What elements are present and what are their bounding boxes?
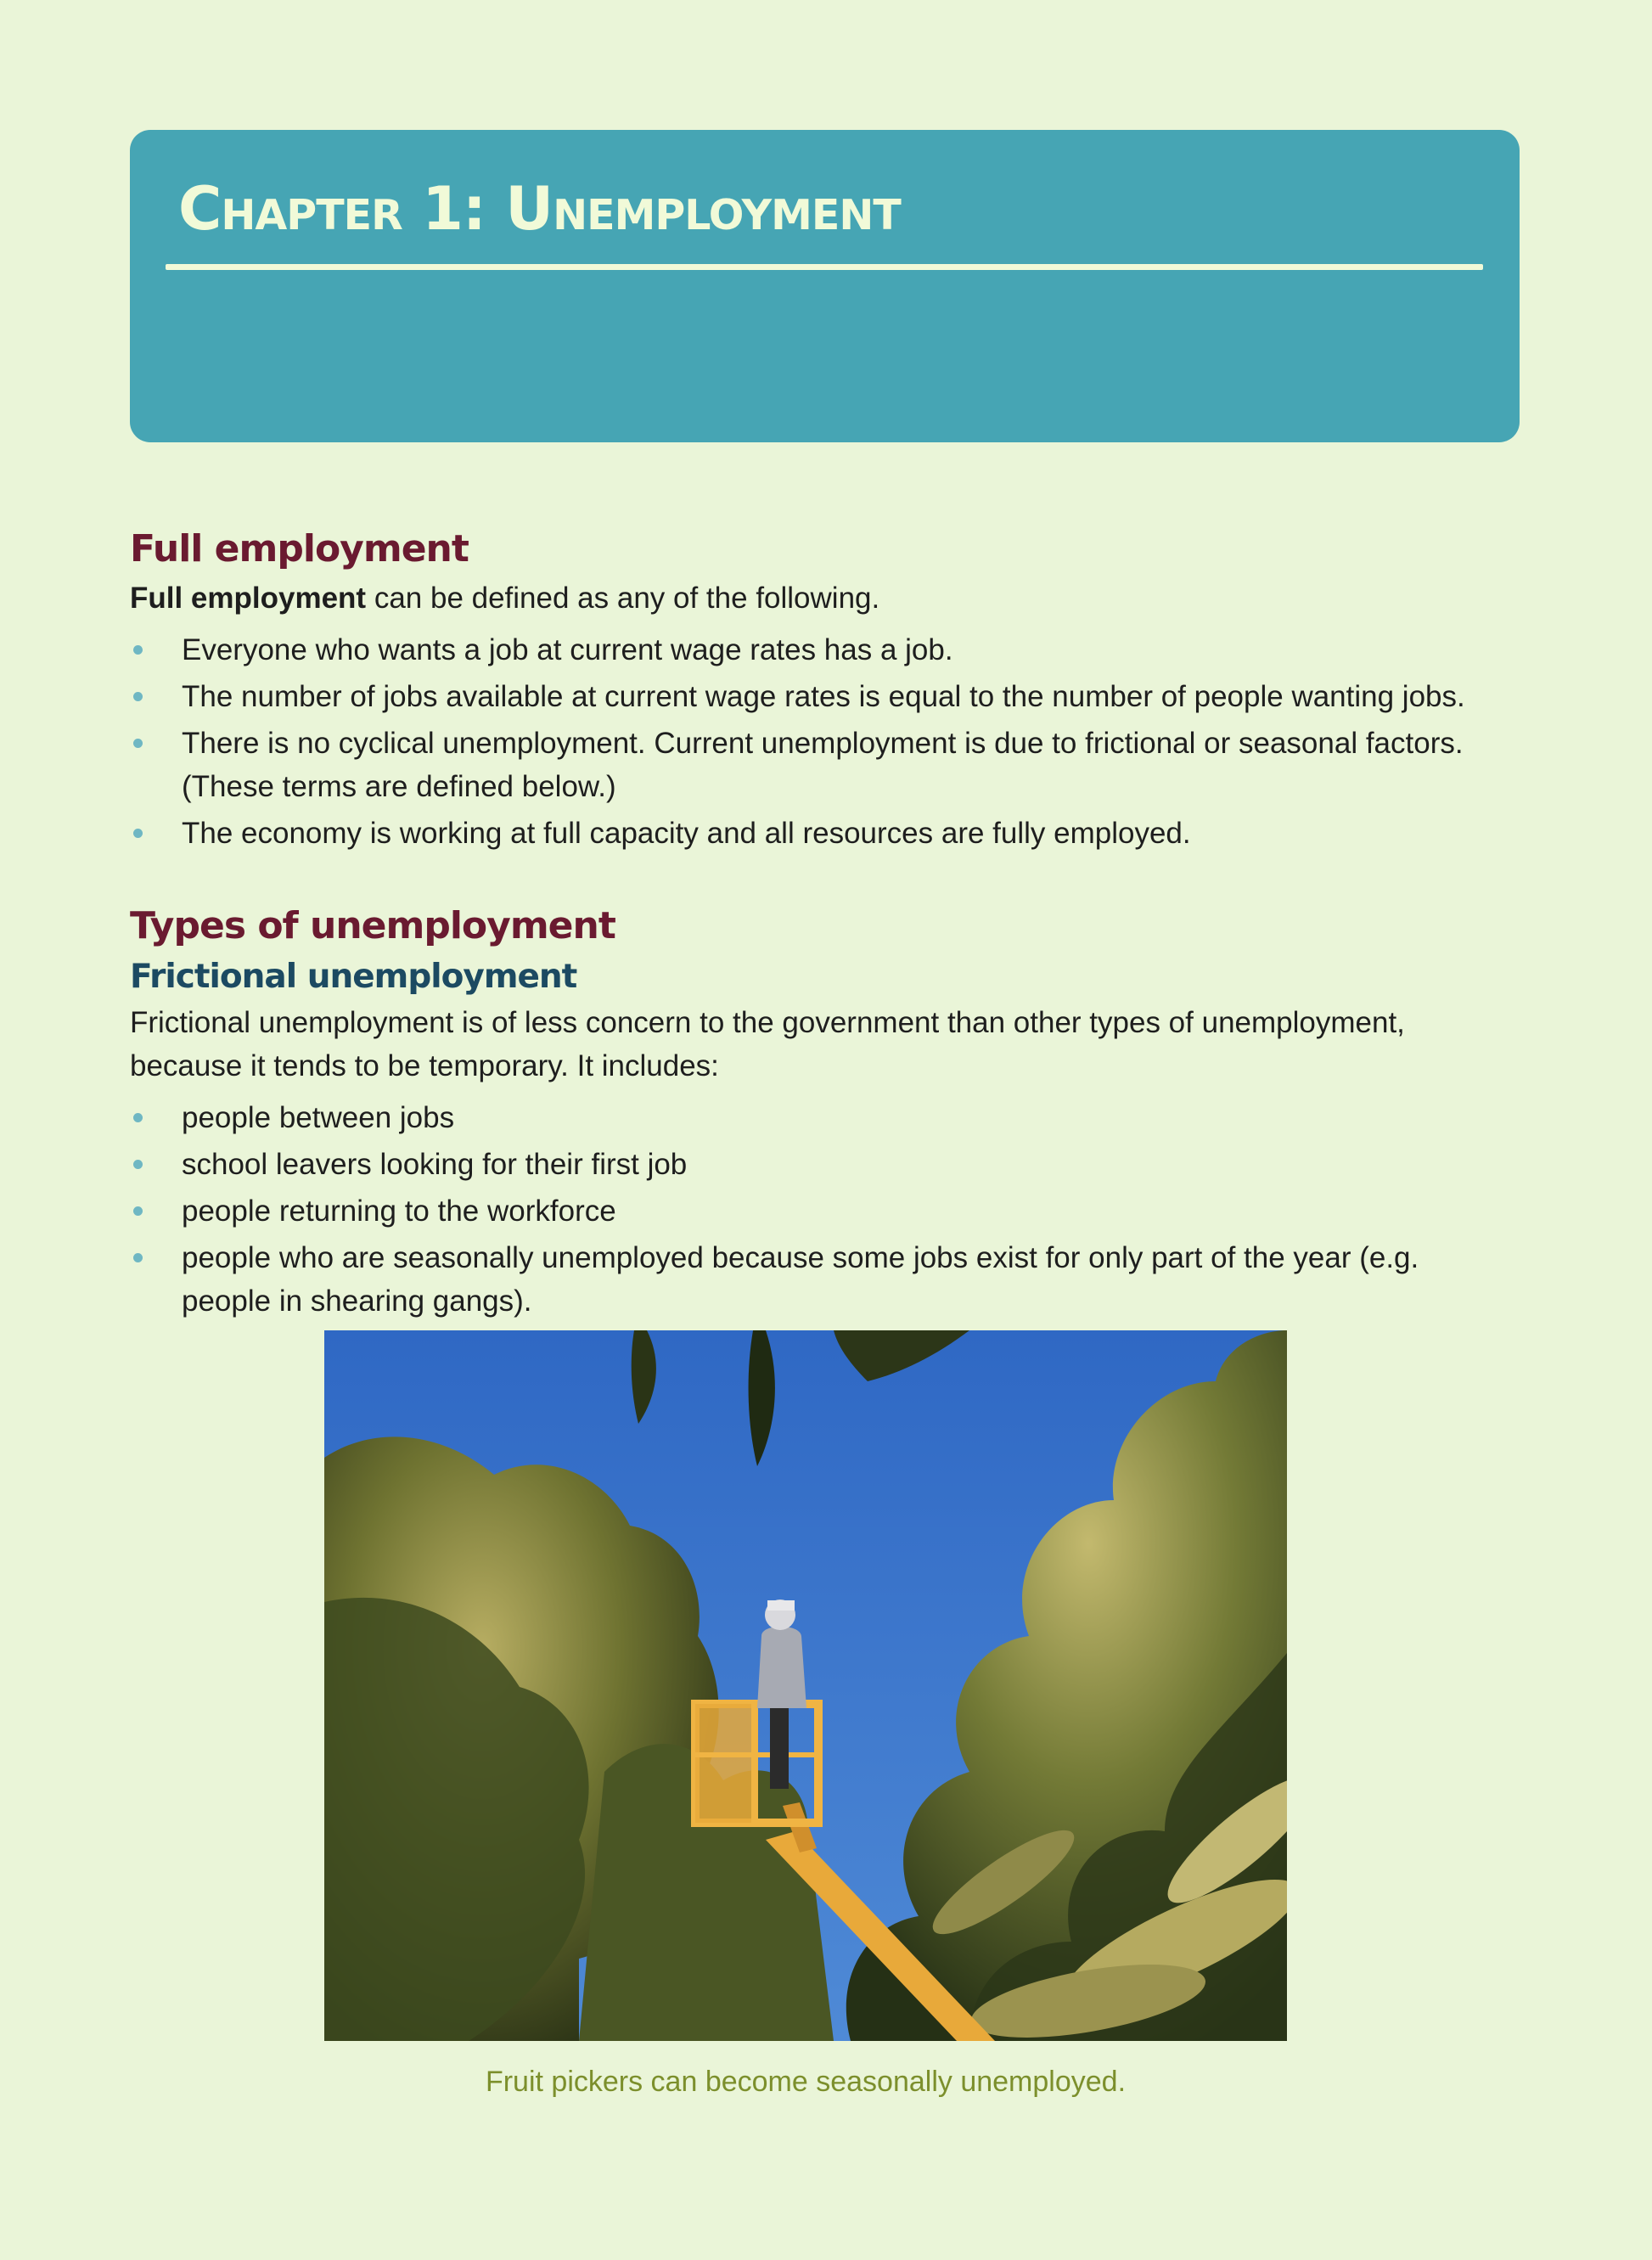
worker-legs bbox=[770, 1695, 789, 1789]
chapter-banner bbox=[130, 130, 1520, 442]
list-item-text: The number of jobs available at current wage rates is equal to the number of people wanting jobs. bbox=[182, 680, 1465, 713]
full-employment-heading: Full employment bbox=[130, 527, 469, 571]
list-item-text: school leavers looking for their first job bbox=[182, 1148, 688, 1181]
list-item-text: people between jobs bbox=[182, 1101, 455, 1134]
full-employment-list bbox=[130, 628, 1471, 855]
worker-cap bbox=[767, 1600, 795, 1611]
full-employment-intro-rest: can be defined as any of the following. bbox=[366, 582, 880, 615]
list-item bbox=[130, 1189, 1471, 1233]
bullet-dot bbox=[133, 739, 143, 748]
bullet-dot bbox=[133, 1160, 143, 1169]
chapter-title: Chapter 1: Unemployment bbox=[178, 174, 901, 244]
photo-caption: Fruit pickers can become seasonally unemployed. bbox=[485, 2066, 1127, 2098]
list-item bbox=[130, 812, 1471, 855]
list-item-text: people who are seasonally unemployed because some jobs exist for only part of the year (e.g. people in shearing gangs). bbox=[182, 1241, 1419, 1318]
list-item-text: The economy is working at full capacity and all resources are fully employed. bbox=[182, 817, 1191, 850]
worker-jacket bbox=[757, 1627, 806, 1708]
list-item bbox=[130, 1096, 1471, 1139]
list-item bbox=[130, 722, 1471, 808]
list-item bbox=[130, 628, 1471, 672]
lift-basket-panel bbox=[695, 1704, 755, 1823]
list-item bbox=[130, 675, 1471, 718]
fruit-picker-photo bbox=[324, 1330, 1287, 2041]
bullet-dot bbox=[133, 692, 143, 701]
list-item-text: people returning to the workforce bbox=[182, 1195, 616, 1228]
full-employment-term: Full employment bbox=[130, 582, 367, 615]
full-employment-intro bbox=[130, 576, 1471, 620]
list-item-text: Everyone who wants a job at current wage rates has a job. bbox=[182, 633, 953, 666]
frictional-list bbox=[130, 1096, 1471, 1323]
fruit-picker-illustration bbox=[324, 1330, 1287, 2041]
main-content bbox=[130, 522, 1471, 1326]
list-item-text: There is no cyclical unemployment. Current unemployment is due to frictional or seasonal factors. (These terms are defined below.) bbox=[182, 727, 1464, 803]
chapter-title-rule bbox=[166, 264, 1483, 270]
bullet-dot bbox=[133, 1206, 143, 1216]
bullet-dot bbox=[133, 645, 143, 655]
types-of-unemployment-heading: Types of unemployment bbox=[130, 904, 615, 947]
frictional-unemployment-heading: Frictional unemployment bbox=[130, 958, 577, 996]
bullet-dot bbox=[133, 1113, 143, 1122]
bullet-dot bbox=[133, 1253, 143, 1262]
bullet-dot bbox=[133, 829, 143, 838]
list-item bbox=[130, 1143, 1471, 1186]
frictional-intro: Frictional unemployment is of less concern to the government than other types of unemployment, because it tends to be temporary. It includes: bbox=[130, 1006, 1405, 1082]
list-item bbox=[130, 1236, 1471, 1323]
